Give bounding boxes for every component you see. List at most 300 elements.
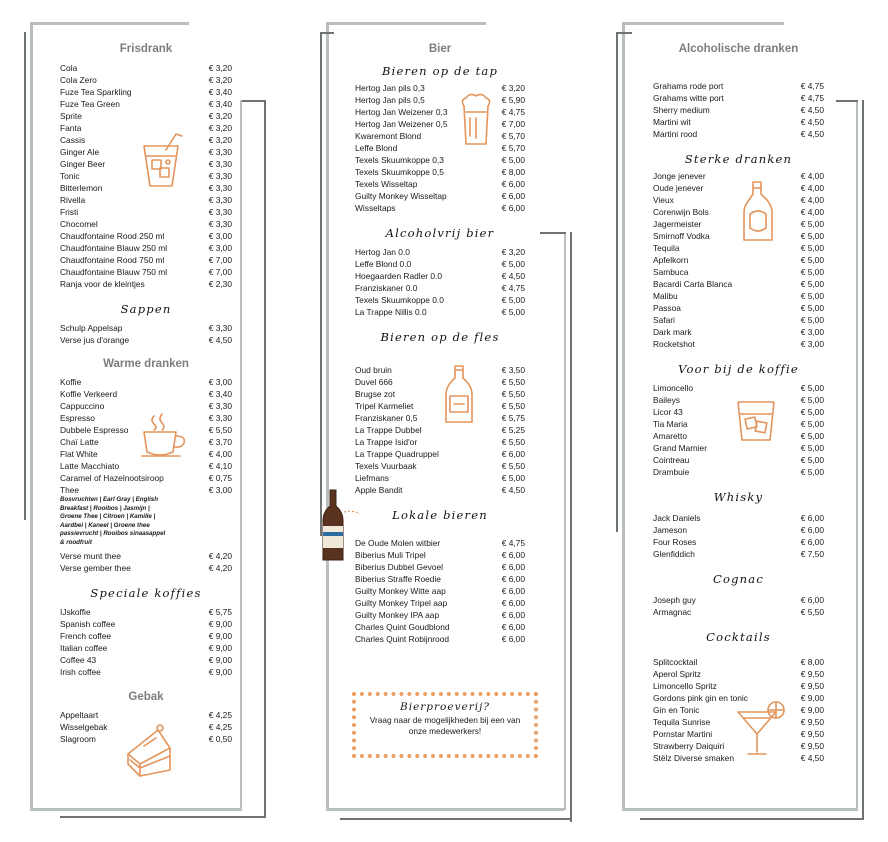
- gebak-item: [60, 709, 232, 721]
- section-title-voor-bij-de-koffie: Voor bij de koffie: [678, 362, 799, 376]
- item-price: € 4,20: [208, 550, 232, 561]
- tap-bier-item: [355, 94, 525, 106]
- item-price: € 6,00: [501, 550, 525, 560]
- item-name: Guilty Monkey Witte aap: [355, 586, 446, 596]
- item-name: Stëlz Diverse smaken: [653, 753, 734, 763]
- frame-decoration: [622, 22, 625, 810]
- item-price: € 5,00: [800, 315, 824, 325]
- item-price: € 3,30: [208, 413, 232, 423]
- item-price: € 5,50: [208, 425, 232, 435]
- item-name: Chaudfontaine Blauw 250 ml: [60, 243, 168, 253]
- item-name: Safari: [653, 315, 675, 325]
- item-name: Verse gember thee: [60, 562, 131, 573]
- item-price: € 9,50: [800, 669, 824, 679]
- frame-decoration: [856, 100, 858, 810]
- item-name: Oud bruin: [355, 365, 392, 375]
- item-name: Espresso: [60, 413, 95, 423]
- lokaal-bier-item: [355, 573, 525, 585]
- item-price: € 4,10: [208, 461, 232, 471]
- item-name: La Trappe Dubbel: [355, 425, 422, 435]
- lokaal-bier-item: [355, 621, 525, 633]
- lokaal-bier-item: [355, 537, 525, 549]
- soda-glass-icon: [138, 132, 184, 190]
- item-price: € 4,75: [501, 538, 525, 548]
- section-title-bieren-op-de-fles: Bieren op de fles: [380, 330, 500, 344]
- item-name: Jonge jenever: [653, 171, 706, 181]
- lokaal-bier-item: [355, 633, 525, 645]
- item-name: Gin en Tonic: [653, 705, 700, 715]
- item-name: Martini wit: [653, 117, 691, 127]
- item-price: € 6,00: [501, 574, 525, 584]
- section-title-lokale-bieren: Lokale bieren: [392, 508, 488, 522]
- item-name: Sambuca: [653, 267, 689, 277]
- item-name: Verse munt thee: [60, 550, 121, 561]
- lokaal-bier-item: [355, 597, 525, 609]
- speciale-koffie-item: [60, 618, 232, 630]
- section-title-sterke-dranken: Sterke dranken: [684, 152, 793, 166]
- item-price: € 4,00: [208, 449, 232, 459]
- item-price: € 4,75: [800, 93, 824, 103]
- frisdrank-item: [60, 110, 232, 122]
- item-name: De Oude Molen witbier: [355, 538, 441, 548]
- item-price: € 9,50: [800, 741, 824, 751]
- speciale-koffie-item: [60, 606, 232, 618]
- item-price: € 5,00: [800, 419, 824, 429]
- item-name: Texels Wisseltap: [355, 179, 418, 189]
- item-price: € 4,75: [800, 81, 824, 91]
- tap-bier-item: [355, 130, 525, 142]
- sterke-drank-item: [653, 170, 824, 182]
- frame-decoration: [326, 808, 564, 811]
- item-name: Spanish coffee: [60, 618, 116, 629]
- cognac-list: [653, 594, 824, 618]
- item-price: € 9,00: [800, 705, 824, 715]
- item-name: Strawberry Daiquiri: [653, 741, 725, 751]
- item-price: € 5,70: [501, 143, 525, 153]
- item-price: € 3,30: [208, 147, 232, 157]
- fles-bier-item: [355, 388, 525, 400]
- item-price: € 5,00: [800, 383, 824, 393]
- item-price: € 0,75: [208, 473, 232, 483]
- item-price: € 6,00: [800, 595, 824, 605]
- item-price: € 4,50: [800, 753, 824, 763]
- item-price: € 4,50: [800, 105, 824, 115]
- warme-dranken-item: [60, 484, 232, 496]
- fles-bier-item: [355, 448, 525, 460]
- item-price: € 5,00: [800, 243, 824, 253]
- item-price: € 7,00: [208, 267, 232, 277]
- frame-decoration: [24, 32, 26, 520]
- item-name: Passoa: [653, 303, 681, 313]
- lokaal-bier-item: [355, 561, 525, 573]
- bierproeverij-text: Vraag naar de mogelijkheden bij een van onze medewerkers!: [369, 715, 521, 736]
- fles-bier-item: [355, 484, 525, 496]
- item-price: € 4,50: [501, 485, 525, 495]
- thee-varieties-note: Bosvruchten | Earl Gray | English Breakfast | Rooibos | Jasmijn | Groene Thee | Citroen | Kamille | Aardbei | Kaneel | Groene thee passievrucht | Rooibos sinaasappel & roodfruit: [60, 496, 166, 546]
- item-name: Hertog Jan pils 0,3: [355, 83, 425, 93]
- item-price: € 3,30: [208, 207, 232, 217]
- item-name: Wisseltaps: [355, 203, 396, 213]
- warme-dranken-item: [60, 562, 232, 574]
- item-name: Franziskaner 0.0: [355, 283, 418, 293]
- frisdrank-item: [60, 278, 232, 290]
- frisdrank-item: [60, 74, 232, 86]
- item-price: € 4,00: [800, 195, 824, 205]
- item-price: € 4,75: [501, 283, 525, 293]
- liquor-bottle-icon: [740, 180, 776, 244]
- item-price: € 4,25: [208, 721, 232, 732]
- item-price: € 6,00: [501, 598, 525, 608]
- item-price: € 3,20: [208, 111, 232, 121]
- frame-decoration: [540, 232, 566, 234]
- item-price: € 6,00: [501, 562, 525, 572]
- item-price: € 5,50: [501, 437, 525, 447]
- item-price: € 6,00: [800, 525, 824, 535]
- item-name: Pornstar Martini: [653, 729, 713, 739]
- item-name: Charles Quint Goudblond: [355, 622, 450, 632]
- item-price: € 3,20: [208, 75, 232, 85]
- item-name: Chaï Latte: [60, 437, 99, 447]
- item-name: Hertog Jan pils 0,5: [355, 95, 425, 105]
- sterke-list: [653, 170, 824, 350]
- tap-list: [355, 82, 525, 214]
- whisky-item: [653, 524, 824, 536]
- item-price: € 5,00: [800, 467, 824, 477]
- item-price: € 5,00: [800, 219, 824, 229]
- item-price: € 3,00: [208, 231, 232, 241]
- item-price: € 5,50: [501, 461, 525, 471]
- section-title-cocktails: Cocktails: [706, 630, 771, 644]
- frisdrank-item: [60, 98, 232, 110]
- frame-decoration: [320, 32, 334, 34]
- item-price: € 9,50: [800, 681, 824, 691]
- item-price: € 3,00: [208, 243, 232, 253]
- item-price: € 5,75: [208, 606, 232, 617]
- speciale-koffie-item: [60, 630, 232, 642]
- fles-bier-item: [355, 364, 525, 376]
- warme-dranken-list-2: [60, 550, 232, 574]
- item-name: Guilty Monkey IPA aap: [355, 610, 440, 620]
- sappen-list: [60, 322, 232, 346]
- item-name: La Trappe Nillis 0.0: [355, 307, 427, 317]
- item-price: € 3,20: [501, 83, 525, 93]
- frame-decoration: [640, 818, 864, 820]
- section-title-bier: Bier: [428, 43, 452, 55]
- coffee-cup-icon: [140, 410, 190, 460]
- alcoholvrij-bier-item: [355, 294, 525, 306]
- item-name: Tequila Sunrise: [653, 717, 711, 727]
- item-price: € 4,00: [800, 183, 824, 193]
- sappen-item: [60, 322, 232, 334]
- item-name: La Trappe Quadruppel: [355, 449, 439, 459]
- frame-decoration: [264, 100, 266, 818]
- section-title-alcoholische-dranken: Alcoholische dranken: [678, 43, 799, 55]
- item-name: Biberius Straffe Roedie: [355, 574, 441, 584]
- item-name: Tia Maria: [653, 419, 688, 429]
- item-name: Chaudfontaine Rood 250 ml: [60, 231, 165, 241]
- item-name: Cointreau: [653, 455, 690, 465]
- frame-decoration: [622, 22, 784, 25]
- item-price: € 7,00: [501, 119, 525, 129]
- item-price: € 5,00: [501, 259, 525, 269]
- warme-dranken-item: [60, 376, 232, 388]
- fles-list: [355, 364, 525, 496]
- fles-bier-item: [355, 424, 525, 436]
- item-price: € 5,50: [501, 401, 525, 411]
- item-name: Kwaremont Blond: [355, 131, 422, 141]
- tap-bier-item: [355, 106, 525, 118]
- speciale-koffie-item: [60, 642, 232, 654]
- item-name: Fristi: [60, 207, 79, 217]
- tap-bier-item: [355, 202, 525, 214]
- item-price: € 3,30: [208, 323, 232, 333]
- frisdrank-item: [60, 206, 232, 218]
- item-price: € 4,00: [800, 171, 824, 181]
- item-price: € 5,00: [800, 395, 824, 405]
- item-price: € 5,00: [800, 455, 824, 465]
- warme-dranken-item: [60, 388, 232, 400]
- item-name: Verse jus d'orange: [60, 335, 130, 345]
- lokale-list: [355, 537, 525, 645]
- item-name: Charles Quint Robijnrood: [355, 634, 450, 644]
- frame-decoration: [616, 32, 618, 532]
- item-name: Schulp Appelsap: [60, 323, 123, 333]
- item-name: Duvel 666: [355, 377, 393, 387]
- item-name: Chocomel: [60, 219, 98, 229]
- item-name: Chaudfontaine Rood 750 ml: [60, 255, 165, 265]
- sterke-drank-item: [653, 278, 824, 290]
- item-name: Splitcocktail: [653, 657, 698, 667]
- item-price: € 5,25: [501, 425, 525, 435]
- port-item: [653, 128, 824, 140]
- item-name: Four Roses: [653, 537, 697, 547]
- item-price: € 6,00: [501, 179, 525, 189]
- port-item: [653, 92, 824, 104]
- item-price: € 3,40: [208, 87, 232, 97]
- middle-menu-column: [355, 43, 525, 645]
- item-name: Thee: [60, 485, 80, 495]
- item-name: IJskoffie: [60, 606, 91, 617]
- item-name: Jameson: [653, 525, 687, 535]
- item-name: Leffe Blond 0.0: [355, 259, 412, 269]
- item-name: Irish coffee: [60, 666, 101, 677]
- item-price: € 6,00: [501, 191, 525, 201]
- item-name: Dubbele Espresso: [60, 425, 129, 435]
- item-name: Tripel Karmeliet: [355, 401, 414, 411]
- item-name: Vieux: [653, 195, 674, 205]
- beer-glass-icon: [456, 90, 496, 148]
- item-name: Grand Marnier: [653, 443, 707, 453]
- item-name: Ranja voor de kleintjes: [60, 279, 145, 289]
- item-name: Leffe Blond: [355, 143, 398, 153]
- section-title-whisky: Whisky: [713, 490, 764, 504]
- sterke-drank-item: [653, 338, 824, 350]
- item-name: Glenfiddich: [653, 549, 695, 559]
- item-name: Dark mark: [653, 327, 692, 337]
- frame-decoration: [836, 100, 858, 102]
- sterke-drank-item: [653, 326, 824, 338]
- item-name: Slagroom: [60, 733, 96, 744]
- item-name: French coffee: [60, 630, 112, 641]
- item-price: € 5,00: [501, 155, 525, 165]
- item-name: Koffie Verkeerd: [60, 389, 118, 399]
- fles-bier-item: [355, 472, 525, 484]
- frame-decoration: [60, 816, 266, 818]
- frisdrank-item: [60, 194, 232, 206]
- bierproeverij-box: [352, 692, 538, 758]
- item-name: Texels Skuumkoppe 0,5: [355, 167, 444, 177]
- item-price: € 3,00: [800, 327, 824, 337]
- frame-decoration: [564, 232, 566, 810]
- speciale-koffie-item: [60, 666, 232, 678]
- whisky-item: [653, 548, 824, 560]
- lokaal-bier-item: [355, 609, 525, 621]
- item-name: Italian coffee: [60, 642, 108, 653]
- item-price: € 5,00: [800, 443, 824, 453]
- item-name: Bitterlemon: [60, 183, 103, 193]
- section-title-frisdrank: Frisdrank: [119, 43, 173, 55]
- cake-slice-icon: [124, 720, 174, 778]
- sterke-drank-item: [653, 266, 824, 278]
- frisdrank-item: [60, 218, 232, 230]
- item-name: Texels Skuumkoppe 0,3: [355, 155, 444, 165]
- whisky-item: [653, 512, 824, 524]
- fles-bier-item: [355, 460, 525, 472]
- item-name: Cola: [60, 63, 78, 73]
- item-price: € 3,70: [208, 437, 232, 447]
- frisdrank-item: [60, 266, 232, 278]
- bierproeverij-title: Bierproeverij?: [400, 701, 490, 713]
- item-name: Martini rood: [653, 129, 698, 139]
- item-price: € 5,00: [800, 279, 824, 289]
- item-name: Hertog Jan Weizener 0,5: [355, 119, 448, 129]
- port-item: [653, 104, 824, 116]
- item-price: € 3,00: [208, 485, 232, 495]
- item-price: € 4,50: [501, 271, 525, 281]
- warme-dranken-item: [60, 550, 232, 562]
- item-name: Drambuie: [653, 467, 690, 477]
- sterke-drank-item: [653, 314, 824, 326]
- tap-bier-item: [355, 154, 525, 166]
- frame-decoration: [622, 808, 858, 811]
- item-price: € 5,50: [800, 607, 824, 617]
- item-price: € 9,00: [208, 666, 232, 677]
- frame-decoration: [570, 232, 572, 822]
- speciale-koffies-list: [60, 606, 232, 678]
- frame-decoration: [326, 22, 329, 810]
- cocktail-item: [653, 668, 824, 680]
- port-list: [653, 80, 824, 140]
- item-name: Rocketshot: [653, 339, 695, 349]
- tap-bier-item: [355, 178, 525, 190]
- item-name: Malibu: [653, 291, 678, 301]
- item-name: Coffee 43: [60, 654, 97, 665]
- item-price: € 5,00: [800, 267, 824, 277]
- item-name: Grahams witte port: [653, 93, 724, 103]
- item-name: Chaudfontaine Blauw 750 ml: [60, 267, 168, 277]
- item-price: € 5,50: [501, 377, 525, 387]
- item-price: € 6,00: [800, 513, 824, 523]
- item-price: € 5,00: [501, 473, 525, 483]
- lokaal-bier-item: [355, 585, 525, 597]
- item-price: € 5,90: [501, 95, 525, 105]
- sterke-drank-item: [653, 290, 824, 302]
- item-price: € 6,00: [501, 449, 525, 459]
- item-price: € 3,20: [501, 247, 525, 257]
- item-price: € 3,50: [501, 365, 525, 375]
- item-price: € 4,75: [501, 107, 525, 117]
- item-name: Hertog Jan Weizener 0,3: [355, 107, 448, 117]
- item-name: Appeltaart: [60, 709, 99, 720]
- item-price: € 9,00: [208, 642, 232, 653]
- item-price: € 0,50: [208, 733, 232, 744]
- item-price: € 4,20: [208, 562, 232, 573]
- tap-bier-item: [355, 142, 525, 154]
- item-price: € 6,00: [800, 537, 824, 547]
- item-name: Tonic: [60, 171, 80, 181]
- item-price: € 6,00: [501, 610, 525, 620]
- cognac-item: [653, 594, 824, 606]
- section-title-cognac: Cognac: [713, 572, 764, 586]
- item-name: Koffie: [60, 377, 82, 387]
- sappen-item: [60, 334, 232, 346]
- item-price: € 9,00: [208, 630, 232, 641]
- item-name: Bacardi Carta Blanca: [653, 279, 733, 289]
- item-price: € 5,00: [800, 303, 824, 313]
- item-name: Biberius Dubbel Gevoel: [355, 562, 443, 572]
- frisdrank-item: [60, 254, 232, 266]
- alcoholvrij-list: [355, 246, 525, 318]
- alcoholvrij-bier-item: [355, 306, 525, 318]
- fles-bier-item: [355, 412, 525, 424]
- item-name: Sherry medium: [653, 105, 710, 115]
- item-price: € 3,30: [208, 195, 232, 205]
- item-price: € 6,00: [501, 586, 525, 596]
- cognac-item: [653, 606, 824, 618]
- sterke-drank-item: [653, 206, 824, 218]
- item-name: Ginger Ale: [60, 147, 100, 157]
- item-name: Caramel of Hazelnootsiroop: [60, 473, 164, 483]
- item-name: Armagnac: [653, 607, 692, 617]
- fles-bier-item: [355, 436, 525, 448]
- item-price: € 5,00: [800, 407, 824, 417]
- item-name: Franziskaner 0,5: [355, 413, 418, 423]
- alcoholvrij-bier-item: [355, 282, 525, 294]
- item-name: Joseph guy: [653, 595, 696, 605]
- item-price: € 3,40: [208, 389, 232, 399]
- frisdrank-item: [60, 230, 232, 242]
- frame-decoration: [862, 100, 864, 820]
- frame-decoration: [320, 32, 322, 536]
- item-name: Sprite: [60, 111, 82, 121]
- tap-bier-item: [355, 82, 525, 94]
- item-price: € 6,00: [501, 622, 525, 632]
- item-price: € 4,50: [800, 129, 824, 139]
- section-title-warme-dranken: Warme dranken: [103, 358, 189, 370]
- item-price: € 4,50: [800, 117, 824, 127]
- item-name: Licor 43: [653, 407, 683, 417]
- fles-bier-item: [355, 376, 525, 388]
- item-name: Biberius Muli Tripel: [355, 550, 426, 560]
- item-name: Fanta: [60, 123, 82, 133]
- item-price: € 3,20: [208, 123, 232, 133]
- item-name: Apple Bandit: [355, 485, 403, 495]
- sterke-drank-item: [653, 182, 824, 194]
- item-price: € 4,50: [208, 335, 232, 345]
- item-price: € 6,00: [501, 203, 525, 213]
- item-name: Latte Macchiato: [60, 461, 120, 471]
- whisky-item: [653, 536, 824, 548]
